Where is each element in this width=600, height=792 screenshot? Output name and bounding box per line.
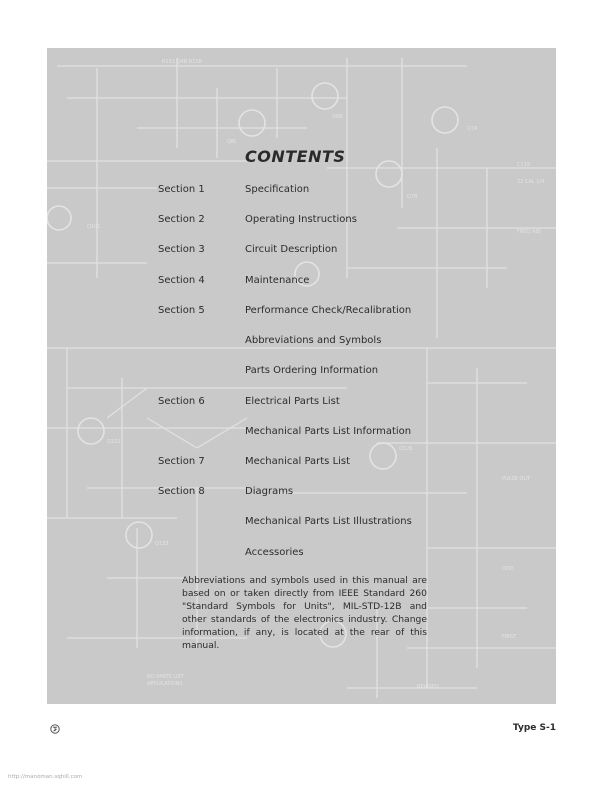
svg-text:FREQ ADJ: FREQ ADJ xyxy=(517,229,541,235)
toc-entry xyxy=(47,396,556,416)
toc-entry xyxy=(47,456,556,476)
page-label: Type S-1 xyxy=(512,723,556,733)
standards-note: Abbreviations and symbols used in this manual are based on or taken directly from IEEE Standard 260 "Standard Symbols for Units", MIL-STD-12B and other standards of the electronics industry. Change information, if any, is located at the rear of this manual. xyxy=(182,575,427,651)
section-number: Section 4 xyxy=(158,275,205,286)
svg-text:DIST: DIST xyxy=(502,566,514,572)
section-number: Section 2 xyxy=(158,214,205,225)
toc-entry xyxy=(47,426,556,446)
section-number: Section 1 xyxy=(158,184,205,195)
toc-entry xyxy=(47,305,556,325)
toc-entry xyxy=(47,486,556,506)
svg-text:Q122: Q122 xyxy=(107,439,121,445)
section-title: Parts Ordering Information xyxy=(245,365,379,376)
section-number: Section 8 xyxy=(158,486,205,497)
svg-text:REVISED: REVISED xyxy=(417,684,439,690)
toc-entry xyxy=(47,214,556,234)
toc-entry xyxy=(47,365,556,385)
svg-text:PULSE OUT: PULSE OUT xyxy=(502,476,531,482)
svg-text:Q133: Q133 xyxy=(155,541,169,547)
svg-text:C119: C119 xyxy=(517,162,531,168)
svg-text:22 CAL 1/4: 22 CAL 1/4 xyxy=(517,179,545,185)
section-title: Mechanical Parts List Information xyxy=(245,426,412,437)
contents-panel xyxy=(47,48,556,704)
toc-entry xyxy=(47,244,556,264)
svg-text:FIRST: FIRST xyxy=(502,634,517,640)
svg-text:Q101: Q101 xyxy=(87,224,101,230)
section-title: Performance Check/Recalibration xyxy=(245,305,412,316)
section-number: Section 7 xyxy=(158,456,205,467)
section-title: Diagrams xyxy=(245,486,294,497)
tektronix-logo-icon xyxy=(50,724,60,734)
section-title: Operating Instructions xyxy=(245,214,357,225)
toc-entry xyxy=(47,335,556,355)
svg-text:Q8L: Q8L xyxy=(227,139,237,145)
svg-text:R151 Q4B R118: R151 Q4B R118 xyxy=(162,59,202,65)
svg-text:Q8B: Q8B xyxy=(332,114,343,120)
section-title: Specification xyxy=(245,184,310,195)
section-title: Mechanical Parts List Illustrations xyxy=(245,516,412,527)
svg-text:Q7B: Q7B xyxy=(407,194,418,200)
toc-entry xyxy=(47,275,556,295)
svg-text:Q128: Q128 xyxy=(399,446,413,452)
section-title: Maintenance xyxy=(245,275,310,286)
section-number: Section 6 xyxy=(158,396,205,407)
section-title: Abbreviations and Symbols xyxy=(245,335,382,346)
toc-entry xyxy=(47,547,556,567)
svg-text:APPLICATIONS: APPLICATIONS xyxy=(147,681,183,687)
toc-entry xyxy=(47,184,556,204)
section-title: Mechanical Parts List xyxy=(245,456,351,467)
section-number: Section 5 xyxy=(158,305,205,316)
section-title: Accessories xyxy=(245,547,304,558)
svg-text:NO PARTS LIST: NO PARTS LIST xyxy=(147,674,184,680)
section-title: Electrical Parts List xyxy=(245,396,340,407)
toc-entry xyxy=(47,516,556,536)
svg-text:Q7A: Q7A xyxy=(467,126,478,132)
contents-title: CONTENTS xyxy=(245,147,346,166)
section-title: Circuit Description xyxy=(245,244,338,255)
source-url: http://manoman.sqhill.com xyxy=(8,774,83,780)
section-number: Section 3 xyxy=(158,244,205,255)
